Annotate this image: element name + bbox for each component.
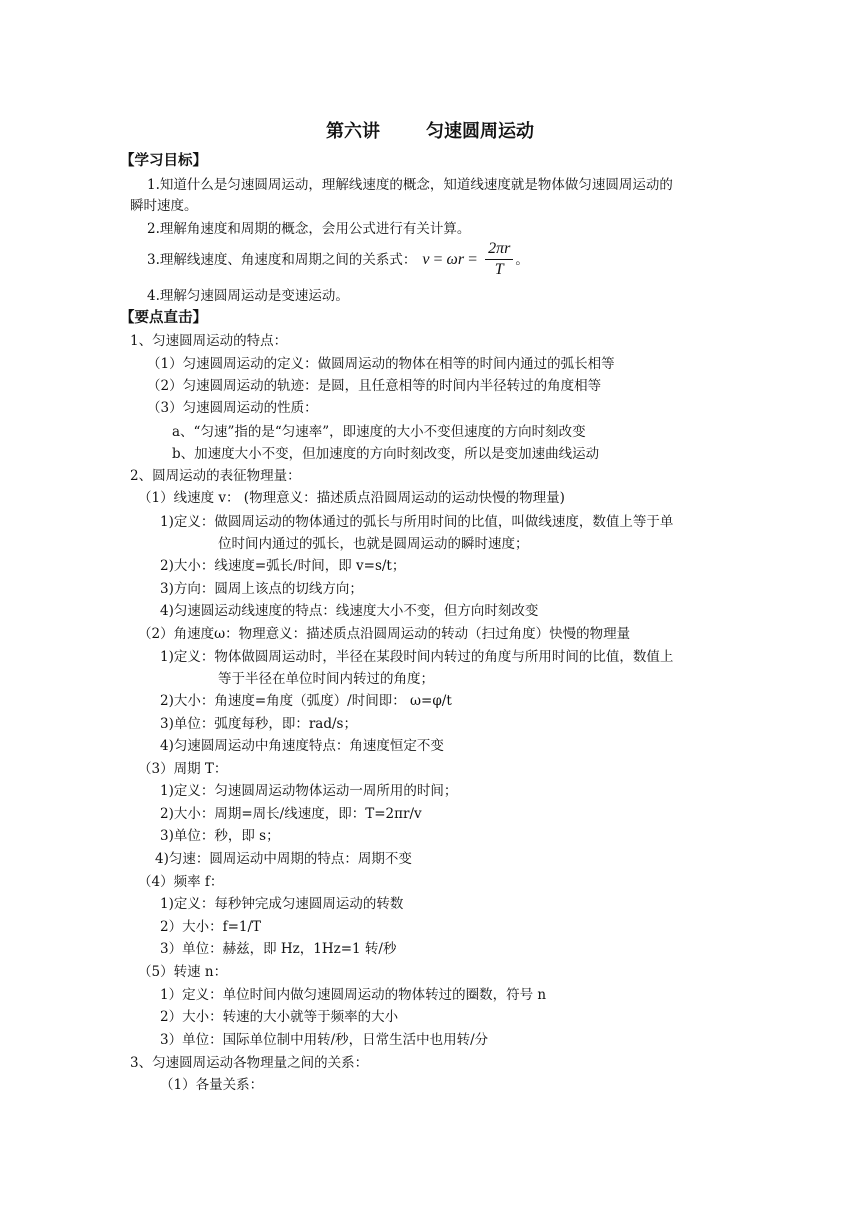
keypoint-line: 2、圆周运动的表征物理量： [130,468,301,484]
keypoint-line: 1)定义：做圆周运动的物体通过的弧长与所用时间的比值，叫做线速度，数值上等于单 [160,514,674,530]
keypoint-line: a、“匀速”指的是“匀速率”，即速度的大小不变但速度的方向时刻改变 [172,424,586,440]
keypoint-line: 2）大小：转速的大小就等于频率的大小 [160,1009,399,1025]
keypoint-line: 3)单位：弧度每秒，即：rad/s； [160,716,357,732]
keypoint-line: 3）单位：国际单位制中用转/秒，日常生活中也用转/分 [160,1032,489,1048]
keypoint-line: 4)匀速圆周运动中角速度特点：角速度恒定不变 [160,738,444,754]
objective-3-text: 3.理解线速度、角速度和周期之间的关系式： [147,251,417,268]
objectives-heading: 【学习目标】 [120,153,207,169]
objective-3: 3.理解线速度、角速度和周期之间的关系式： v = ωr = $\frac{2\pi r}{T}$ 。 [147,240,529,278]
velocity-formula: v = ωr = $\frac{2\pi r}{T}$ [422,240,513,279]
keypoint-line: （1）各量关系： [160,1077,264,1093]
lecture-number: 第六讲 [326,121,380,142]
keypoint-line: 4)匀速：圆周运动中周期的特点：周期不变 [155,851,412,867]
keypoint-line: 3)单位：秒，即 s； [160,828,280,844]
keypoint-line: 2）大小：f=1/T [160,919,262,935]
keypoint-line: 1）定义：单位时间内做匀速圆周运动的物体转过的圈数，符号 n [160,987,547,1003]
keypoint-line: 1)定义：每秒钟完成匀速圆周运动的转数 [160,896,404,912]
keypoint-line: 3）单位：赫兹，即 Hz，1Hz=1 转/秒 [160,941,397,957]
keypoint-line: 位时间内通过的弧长，也就是圆周运动的瞬时速度； [218,536,529,552]
keypoint-line: （5）转速 n： [138,964,228,980]
objective-1-line1: 1.知道什么是匀速圆周运动，理解线速度的概念，知道线速度就是物体做匀速圆周运动的 [147,177,673,193]
lecture-title [0,117,860,143]
objective-1-line2: 瞬时速度。 [130,198,198,214]
keypoint-line: （1）线速度 v： (物理意义：描述质点沿圆周运动的运动快慢的物理量) [138,490,565,506]
keypoint-line: （3）周期 T： [138,761,228,777]
keypoint-line: 2)大小：线速度=弧长/时间，即 v=s/t； [160,558,406,574]
keypoint-line: 4)匀速圆运动线速度的特点：线速度大小不变，但方向时刻改变 [160,603,539,619]
objective-2: 2.理解角速度和周期的概念，会用公式进行有关计算。 [147,221,471,237]
keypoint-line: 1)定义：物体做圆周运动时，半径在某段时间内转过的角度与所用时间的比值，数值上 [160,649,674,665]
keypoint-line: （4）频率 f： [138,874,224,890]
keypoint-line: （2）匀速圆周运动的轨迹：是圆，且任意相等的时间内半径转过的角度相等 [147,378,602,394]
formula-fraction: $\frac{2\pi r}{T}$ [485,240,513,279]
keypoint-line: 2)大小：角速度=角度（弧度）/时间即： ω=φ/t [160,693,452,709]
keypoint-line: （2）角速度ω：物理意义：描述质点沿圆周运动的转动（扫过角度）快慢的物理量 [138,626,631,642]
keypoint-line: 3)方向：圆周上该点的切线方向； [160,581,363,597]
keypoint-line: b、加速度大小不变，但加速度的方向时刻改变，所以是变加速曲线运动 [172,446,600,462]
lecture-topic: 匀速圆周运动 [426,121,534,142]
keypoint-line: 2)大小：周期=周长/线速度，即：T=2πr/v [160,806,422,822]
objective-4: 4.理解匀速圆周运动是变速运动。 [147,288,349,304]
keypoint-line: （3）匀速圆周运动的性质： [147,400,318,416]
keypoint-line: 1、匀速圆周运动的特点： [130,333,288,349]
keypoint-line: 等于半径在单位时间内转过的角度； [218,671,434,687]
keypoint-line: 1)定义：匀速圆周运动物体运动一周所用的时间； [160,783,458,799]
keypoint-line: 3、匀速圆周运动各物理量之间的关系： [130,1055,369,1071]
keypoints-heading: 【要点直击】 [120,310,207,326]
keypoint-line: （1）匀速圆周运动的定义：做圆周运动的物体在相等的时间内通过的弧长相等 [147,356,615,372]
